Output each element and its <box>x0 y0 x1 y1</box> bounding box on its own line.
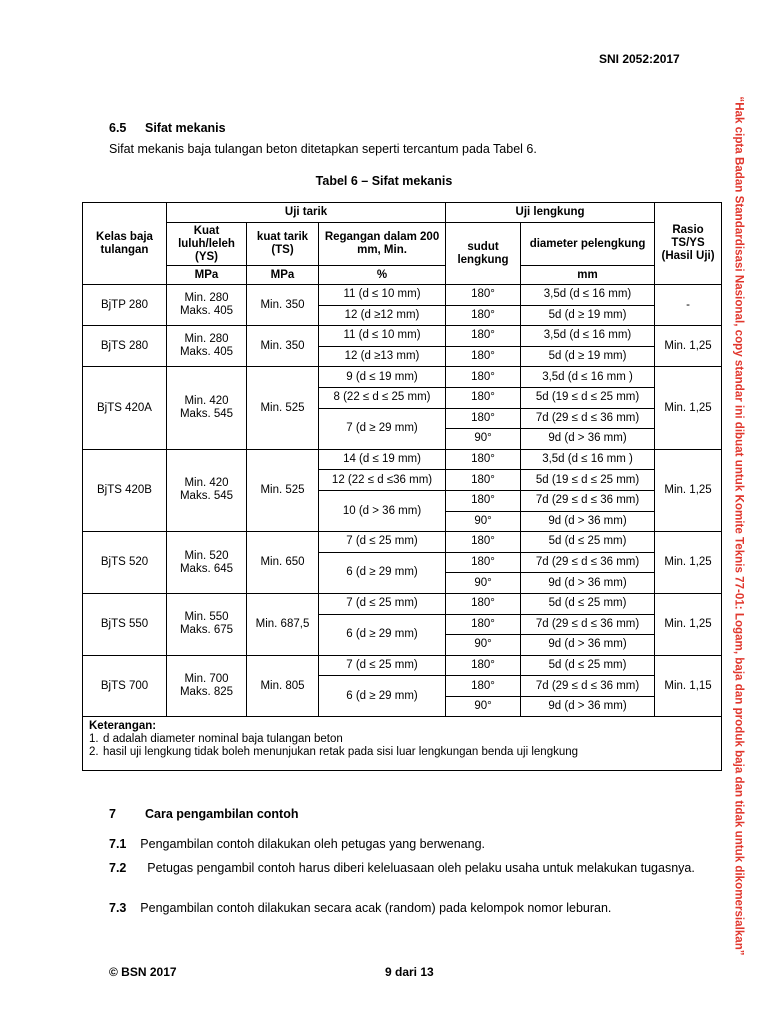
cell-sudut: 180° <box>446 552 521 573</box>
cell-sudut: 90° <box>446 696 521 717</box>
header-rasio: Rasio TS/YS (Hasil Uji) <box>655 203 722 285</box>
clause-number: 7.1 <box>109 837 127 851</box>
cell-diameter: 9d (d > 36 mm) <box>521 511 655 532</box>
table-row <box>83 285 722 306</box>
cell-sudut: 180° <box>446 326 521 347</box>
cell-diameter: 5d (d ≥ 19 mm) <box>521 346 655 367</box>
table-row <box>83 655 722 676</box>
cell-sudut: 180° <box>446 387 521 408</box>
cell-kelas: BjTS 420B <box>83 449 167 531</box>
section-number: 6.5 <box>109 121 127 135</box>
cell-diameter: 7d (29 ≤ d ≤ 36 mm) <box>521 676 655 697</box>
cell-kelas: BjTP 280 <box>83 285 167 326</box>
cell-kelas: BjTS 420A <box>83 367 167 449</box>
header-kuat-luluh: Kuat luluh/leleh (YS) <box>167 223 247 266</box>
cell-rasio: Min. 1,25 <box>655 593 722 655</box>
cell-diameter: 7d (29 ≤ d ≤ 36 mm) <box>521 490 655 511</box>
section-heading-7 <box>109 807 299 821</box>
clause-text: Pengambilan contoh dilakukan secara acak (random) pada kelompok nomor leburan. <box>140 901 612 915</box>
cell-sudut: 180° <box>446 367 521 388</box>
cell-regangan: 11 (d ≤ 10 mm) <box>319 285 446 306</box>
notes-title: Keterangan: <box>89 720 157 733</box>
cell-diameter: 5d (d ≥ 19 mm) <box>521 305 655 326</box>
cell-diameter: 3,5d (d ≤ 16 mm ) <box>521 449 655 470</box>
cell-regangan: 6 (d ≥ 29 mm) <box>319 614 446 655</box>
table-row <box>83 367 722 388</box>
clause-number: 7.2 <box>109 861 127 875</box>
cell-regangan: 7 (d ≤ 25 mm) <box>319 532 446 553</box>
cell-sudut: 180° <box>446 470 521 491</box>
cell-regangan: 6 (d ≥ 29 mm) <box>319 552 446 593</box>
header-regangan: Regangan dalam 200 mm, Min. <box>319 223 446 266</box>
section-paragraph: Sifat mekanis baja tulangan beton ditetapkan seperti tercantum pada Tabel 6. <box>109 142 537 156</box>
cell-diameter: 7d (29 ≤ d ≤ 36 mm) <box>521 614 655 635</box>
cell-rasio: Min. 1,25 <box>655 367 722 449</box>
cell-sudut: 180° <box>446 285 521 306</box>
section-heading-6-5 <box>109 121 226 135</box>
cell-diameter: 9d (d > 36 mm) <box>521 696 655 717</box>
cell-rasio: - <box>655 285 722 326</box>
cell-sudut: 90° <box>446 635 521 656</box>
cell-regangan: 7 (d ≥ 29 mm) <box>319 408 446 449</box>
cell-diameter: 5d (d ≤ 25 mm) <box>521 655 655 676</box>
cell-ts: Min. 525 <box>247 367 319 449</box>
cell-sudut: 180° <box>446 408 521 429</box>
cell-regangan: 11 (d ≤ 10 mm) <box>319 326 446 347</box>
cell-sudut: 90° <box>446 429 521 450</box>
cell-sudut: 180° <box>446 346 521 367</box>
table-notes <box>83 717 722 771</box>
cell-sudut: 90° <box>446 573 521 594</box>
cell-diameter: 7d (29 ≤ d ≤ 36 mm) <box>521 408 655 429</box>
side-notice-text: “Hak cipta Badan Standardisasi Nasional, copy standar ini dibuat untuk Komite Teknis 77-01: Logam, baja dan produk baja dan tidak untuk dikomersialkan” <box>732 96 746 956</box>
table-row <box>83 326 722 347</box>
note-item <box>89 733 715 746</box>
cell-sudut: 180° <box>446 676 521 697</box>
cell-regangan: 12 (22 ≤ d ≤36 mm) <box>319 470 446 491</box>
cell-sudut: 180° <box>446 614 521 635</box>
cell-ys: Min. 280 Maks. 405 <box>167 326 247 367</box>
cell-ys: Min. 280 Maks. 405 <box>167 285 247 326</box>
cell-ts: Min. 805 <box>247 655 319 717</box>
cell-diameter: 9d (d > 36 mm) <box>521 635 655 656</box>
table-row <box>83 449 722 470</box>
cell-kelas: BjTS 280 <box>83 326 167 367</box>
cell-regangan: 14 (d ≤ 19 mm) <box>319 449 446 470</box>
cell-diameter: 7d (29 ≤ d ≤ 36 mm) <box>521 552 655 573</box>
cell-kelas: BjTS 700 <box>83 655 167 717</box>
cell-ys: Min. 550 Maks. 675 <box>167 593 247 655</box>
clause-7-2 <box>109 860 722 876</box>
cell-sudut: 180° <box>446 449 521 470</box>
cell-sudut: 90° <box>446 511 521 532</box>
unit-mm: mm <box>521 266 655 285</box>
cell-ys: Min. 520 Maks. 645 <box>167 532 247 594</box>
cell-diameter: 5d (d ≤ 25 mm) <box>521 593 655 614</box>
footer-page-number: 9 dari 13 <box>385 965 434 979</box>
table-row <box>83 593 722 614</box>
footer-copyright: © BSN 2017 <box>109 965 177 979</box>
cell-rasio: Min. 1,25 <box>655 449 722 531</box>
cell-regangan: 10 (d > 36 mm) <box>319 490 446 531</box>
cell-ts: Min. 350 <box>247 285 319 326</box>
cell-regangan: 12 (d ≥12 mm) <box>319 305 446 326</box>
cell-regangan: 12 (d ≥13 mm) <box>319 346 446 367</box>
cell-ts: Min. 350 <box>247 326 319 367</box>
table-row <box>83 532 722 553</box>
cell-sudut: 180° <box>446 305 521 326</box>
cell-diameter: 3,5d (d ≤ 16 mm) <box>521 285 655 306</box>
copyright-side-notice <box>728 76 750 976</box>
header-kelas: Kelas baja tulangan <box>83 203 167 285</box>
cell-diameter: 9d (d > 36 mm) <box>521 573 655 594</box>
table-caption: Tabel 6 – Sifat mekanis <box>315 174 453 188</box>
section-number: 7 <box>109 807 116 821</box>
cell-kelas: BjTS 550 <box>83 593 167 655</box>
cell-regangan: 7 (d ≤ 25 mm) <box>319 655 446 676</box>
cell-regangan: 9 (d ≤ 19 mm) <box>319 367 446 388</box>
cell-rasio: Min. 1,15 <box>655 655 722 717</box>
header-diameter: diameter pelengkung <box>521 223 655 266</box>
cell-diameter: 5d (19 ≤ d ≤ 25 mm) <box>521 387 655 408</box>
clause-7-3 <box>109 900 722 916</box>
cell-kelas: BjTS 520 <box>83 532 167 594</box>
header-uji-tarik: Uji tarik <box>167 203 446 223</box>
cell-sudut: 180° <box>446 655 521 676</box>
cell-ys: Min. 420 Maks. 545 <box>167 367 247 449</box>
note-number: 1. <box>89 733 99 746</box>
header-sudut: sudut lengkung <box>446 223 521 285</box>
cell-sudut: 180° <box>446 593 521 614</box>
unit-mpa-ts: MPa <box>247 266 319 285</box>
cell-ts: Min. 525 <box>247 449 319 531</box>
clause-7-1 <box>109 836 722 852</box>
cell-ts: Min. 687,5 <box>247 593 319 655</box>
standard-code: SNI 2052:2017 <box>599 52 680 66</box>
header-uji-lengkung: Uji lengkung <box>446 203 655 223</box>
cell-rasio: Min. 1,25 <box>655 326 722 367</box>
cell-diameter: 5d (19 ≤ d ≤ 25 mm) <box>521 470 655 491</box>
note-text: d adalah diameter nominal baja tulangan beton <box>103 733 343 746</box>
clause-text: Pengambilan contoh dilakukan oleh petugas yang berwenang. <box>140 837 485 851</box>
cell-regangan: 6 (d ≥ 29 mm) <box>319 676 446 717</box>
note-text: hasil uji lengkung tidak boleh menunjukan retak pada sisi luar lengkungan benda uji lengkung <box>103 746 579 759</box>
cell-ts: Min. 650 <box>247 532 319 594</box>
cell-diameter: 5d (d ≤ 25 mm) <box>521 532 655 553</box>
section-title: Cara pengambilan contoh <box>145 807 299 821</box>
note-number: 2. <box>89 746 99 759</box>
cell-diameter: 3,5d (d ≤ 16 mm) <box>521 326 655 347</box>
header-kuat-tarik: kuat tarik (TS) <box>247 223 319 266</box>
clause-number: 7.3 <box>109 901 127 915</box>
clause-text: Petugas pengambil contoh harus diberi keleluasaan oleh pelaku usaha untuk melakukan tugasnya. <box>147 861 695 875</box>
unit-percent: % <box>319 266 446 285</box>
cell-ys: Min. 420 Maks. 545 <box>167 449 247 531</box>
cell-sudut: 180° <box>446 532 521 553</box>
section-title: Sifat mekanis <box>145 121 226 135</box>
cell-diameter: 9d (d > 36 mm) <box>521 429 655 450</box>
cell-sudut: 180° <box>446 490 521 511</box>
mechanical-properties-table <box>82 202 722 771</box>
cell-regangan: 8 (22 ≤ d ≤ 25 mm) <box>319 387 446 408</box>
cell-ys: Min. 700 Maks. 825 <box>167 655 247 717</box>
cell-regangan: 7 (d ≤ 25 mm) <box>319 593 446 614</box>
cell-rasio: Min. 1,25 <box>655 532 722 594</box>
unit-mpa-ys: MPa <box>167 266 247 285</box>
cell-diameter: 3,5d (d ≤ 16 mm ) <box>521 367 655 388</box>
note-item <box>89 746 715 759</box>
